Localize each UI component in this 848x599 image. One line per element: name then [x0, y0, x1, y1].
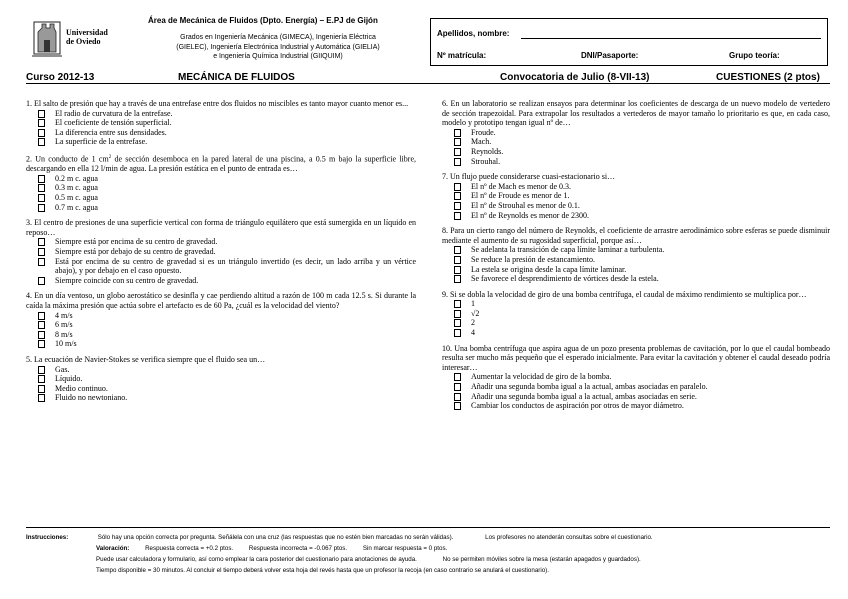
question-9: [442, 290, 830, 338]
answer-option[interactable]: La diferencia entre sus densidades.: [26, 128, 416, 138]
answer-option[interactable]: Mach.: [442, 137, 830, 147]
answer-option[interactable]: Medio continuo.: [26, 384, 416, 394]
answer-option[interactable]: La superficie de la entrefase.: [26, 137, 416, 147]
exam-call: Convocatoria de Julio (8-VII-13): [500, 72, 650, 83]
degrees-line: e Ingeniería Química Industrial (GIIQUIM): [213, 53, 343, 60]
question-text: 3. El centro de presiones de una superficie vertical con forma de triángulo equilátero que está sumergida en un líquido en reposo…: [26, 218, 416, 237]
question-text: 7. Un flujo puede considerarse cuasi-estacionario si…: [442, 172, 616, 182]
answer-option[interactable]: Froude.: [442, 128, 830, 138]
name-field[interactable]: [521, 38, 821, 39]
instructions-line-1: [26, 532, 836, 543]
question-1: [26, 99, 416, 147]
answer-option[interactable]: 4 m/s: [26, 311, 416, 321]
question-text: 8. Para un cierto rango del número de Reynolds, el coeficiente de arrastre aerodinámico sobre esferas se puede disminuir mediante el aumento de su rugosidad superficial, porque así…: [442, 226, 830, 245]
answer-option[interactable]: El radio de curvatura de la entrefase.: [26, 109, 416, 119]
logo-line-1: Universidad: [66, 28, 108, 37]
degrees-text: [137, 33, 419, 62]
logo-text: [66, 28, 108, 46]
question-7: [442, 172, 830, 220]
logo-line-2: de Oviedo: [66, 37, 101, 46]
question-text-part: de sección desemboca en la pared lateral de una piscina, a 0.5 m bajo la superficie libre, descargando en ella 12 l/min de agua. La presión estática en el punto de entrada es…: [26, 154, 416, 174]
answer-option[interactable]: 1: [442, 299, 830, 309]
valuation-label: Valoración:: [96, 545, 130, 552]
course-label: Curso 2012-13: [26, 72, 95, 83]
answer-option[interactable]: √2: [442, 309, 830, 319]
question-text: 10. Una bomba centrífuga que aspira agua de un pozo presenta problemas de cavitación, por lo que el caudal bombeado resulta ser mucho más pequeño que el esperado inicialmente. Para evitar la cavitación y obtener el caudal deseado podría interesar…: [442, 343, 830, 372]
question-6: [442, 99, 830, 166]
answer-option[interactable]: Añadir una segunda bomba igual a la actual, ambas asociadas en paralelo.: [442, 382, 830, 392]
answer-option[interactable]: Reynolds.: [442, 147, 830, 157]
question-text: 4. En un día ventoso, un globo aerostático se desinfla y cae perdiendo altitud a razón de 100 m cada 12.5 s. Si durante la caída la máxima presión que actúa sobre el artefacto es de 60 Pa, ¿cuál es la velocidad del viento?: [26, 291, 416, 310]
answer-option[interactable]: Siempre coincide con su centro de gravedad.: [26, 276, 416, 286]
instructions-line-4: Tiempo disponible = 30 minutos. Al concluir el tiempo deberá volver esta hoja del revés hasta que un profesor la recoja (en caso contrario se anulará el cuestionario).: [96, 567, 549, 574]
group-label: Grupo teoría:: [729, 51, 780, 60]
question-text: 1. El salto de presión que hay a través de una entrefase entre dos fluidos no miscibles es tanto mayor cuanto menor es...: [26, 99, 409, 108]
answer-option[interactable]: 0.2 m c. agua: [26, 174, 416, 184]
instructions-text: No se permiten móviles sobre la mesa (estarán apagados y guardados).: [442, 556, 641, 563]
answer-option[interactable]: Se favorece el desprendimiento de vórtices desde la estela.: [442, 274, 830, 284]
answer-option[interactable]: 10 m/s: [26, 339, 416, 349]
answer-option[interactable]: Fluido no newtoniano.: [26, 393, 416, 403]
answer-option[interactable]: Cambiar los conductos de aspiración por otros de mayor diámetro.: [442, 401, 830, 411]
subject-title: MECÁNICA DE FLUIDOS: [178, 72, 295, 83]
answer-option[interactable]: El nº de Strouhal es menor de 0.1.: [442, 201, 830, 211]
answer-option[interactable]: 0.3 m c. agua: [26, 183, 416, 193]
student-id-box: [430, 18, 828, 66]
question-3: [26, 218, 416, 285]
question-text-part: 2. Un conducto de 1 cm: [26, 154, 109, 164]
answer-option[interactable]: Siempre está por debajo de su centro de gravedad.: [26, 247, 416, 257]
question-text: 6. En un laboratorio se realizan ensayos para determinar los coeficientes de descarga de un nuevo modelo de vertedero de sección trapezoidal. Para extrapolar los resultados a vertederos de mayor tamaño lo prioritario es que, en cada caso, modelo y prototipo tengan igual nº de…: [442, 99, 830, 128]
answer-option[interactable]: Gas.: [26, 365, 416, 375]
answer-option[interactable]: Siempre está por encima de su centro de gravedad.: [26, 237, 416, 247]
question-5: [26, 355, 416, 403]
valuation-incorrect: Respuesta incorrecta = -0.067 ptos.: [248, 545, 348, 552]
answer-option[interactable]: Strouhal.: [442, 157, 830, 167]
dni-label: DNI/Pasaporte:: [581, 51, 639, 60]
question-text: 9. Si se dobla la velocidad de giro de una bomba centrífuga, el caudal de máximo rendimiento se multiplica por…: [442, 289, 807, 299]
name-label: Apellidos, nombre:: [437, 29, 510, 38]
question-2: [26, 153, 416, 212]
instructions-label: Instrucciones:: [26, 534, 69, 541]
superscript: 2: [108, 154, 112, 160]
questions-right-column: [442, 99, 830, 417]
answer-option[interactable]: El nº de Mach es menor de 0.3.: [442, 182, 830, 192]
valuation-correct: Respuesta correcta = +0.2 ptos.: [145, 545, 234, 552]
question-text: [26, 153, 416, 174]
degrees-line: (GIELEC), Ingeniería Electrónica Industrial y Automática (GIELIA): [176, 43, 380, 51]
answer-option[interactable]: 0.7 m c. agua: [26, 203, 416, 213]
department-title: Área de Mecánica de Fluidos (Dpto. Energía) – E.PJ de Gijón: [148, 16, 378, 25]
answer-option[interactable]: Añadir una segunda bomba igual a la actual, ambas asociadas en serie.: [442, 392, 830, 402]
answer-option[interactable]: 2: [442, 318, 830, 328]
question-8: [442, 226, 830, 284]
question-10: [442, 344, 830, 411]
instructions-text: Los profesores no atenderán consultas sobre el cuestionario.: [485, 534, 653, 541]
degrees-line: Grados en Ingeniería Mecánica (GIMECA), Ingeniería Eléctrica: [180, 34, 376, 41]
answer-option[interactable]: Líquido.: [26, 374, 416, 384]
answer-option[interactable]: 0.5 m c. agua: [26, 193, 416, 203]
questions-left-column: [26, 99, 416, 409]
answer-option[interactable]: Aumentar la velocidad de giro de la bomba.: [442, 372, 830, 382]
answer-option[interactable]: El coeficiente de tensión superficial.: [26, 118, 416, 128]
instructions-footer: [26, 532, 836, 576]
answer-option[interactable]: 8 m/s: [26, 330, 416, 340]
answer-option[interactable]: 6 m/s: [26, 320, 416, 330]
answer-option[interactable]: Se reduce la presión de estancamiento.: [442, 255, 830, 265]
instructions-line-2: [26, 543, 836, 554]
section-title: CUESTIONES (2 ptos): [716, 72, 820, 83]
answer-option[interactable]: La estela se origina desde la capa límite laminar.: [442, 265, 830, 275]
answer-option[interactable]: El nº de Froude es menor de 1.: [442, 191, 830, 201]
valuation-blank: Sin marcar respuesta = 0 ptos.: [362, 545, 448, 552]
answer-option[interactable]: Se adelanta la transición de capa límite laminar a turbulenta.: [442, 245, 830, 255]
header-divider: [26, 83, 830, 84]
answer-option[interactable]: 4: [442, 328, 830, 338]
question-text: 5. La ecuación de Navier-Stokes se verifica siempre que el fluido sea un…: [26, 354, 266, 364]
instructions-text: Sólo hay una opción correcta por pregunta. Señálela con una cruz (las respuestas que no estén bien marcadas no serán válidas).: [97, 534, 454, 541]
answer-option[interactable]: El nº de Reynolds es menor de 2300.: [442, 211, 830, 221]
instructions-line-3: [26, 554, 836, 565]
footer-divider: [26, 527, 830, 528]
matricula-label: Nº matrícula:: [437, 51, 487, 60]
instructions-text: Puede usar calculadora y formulario, así como emplear la cara posterior del cuestionario para anotaciones de ayuda.: [96, 556, 417, 563]
question-4: [26, 291, 416, 349]
university-logo: [30, 18, 130, 62]
answer-option[interactable]: Está por encima de su centro de gravedad si es un triángulo invertido (es decir, un lado arriba y un vértice abajo), y por debajo en el caso opuesto.: [26, 257, 416, 276]
